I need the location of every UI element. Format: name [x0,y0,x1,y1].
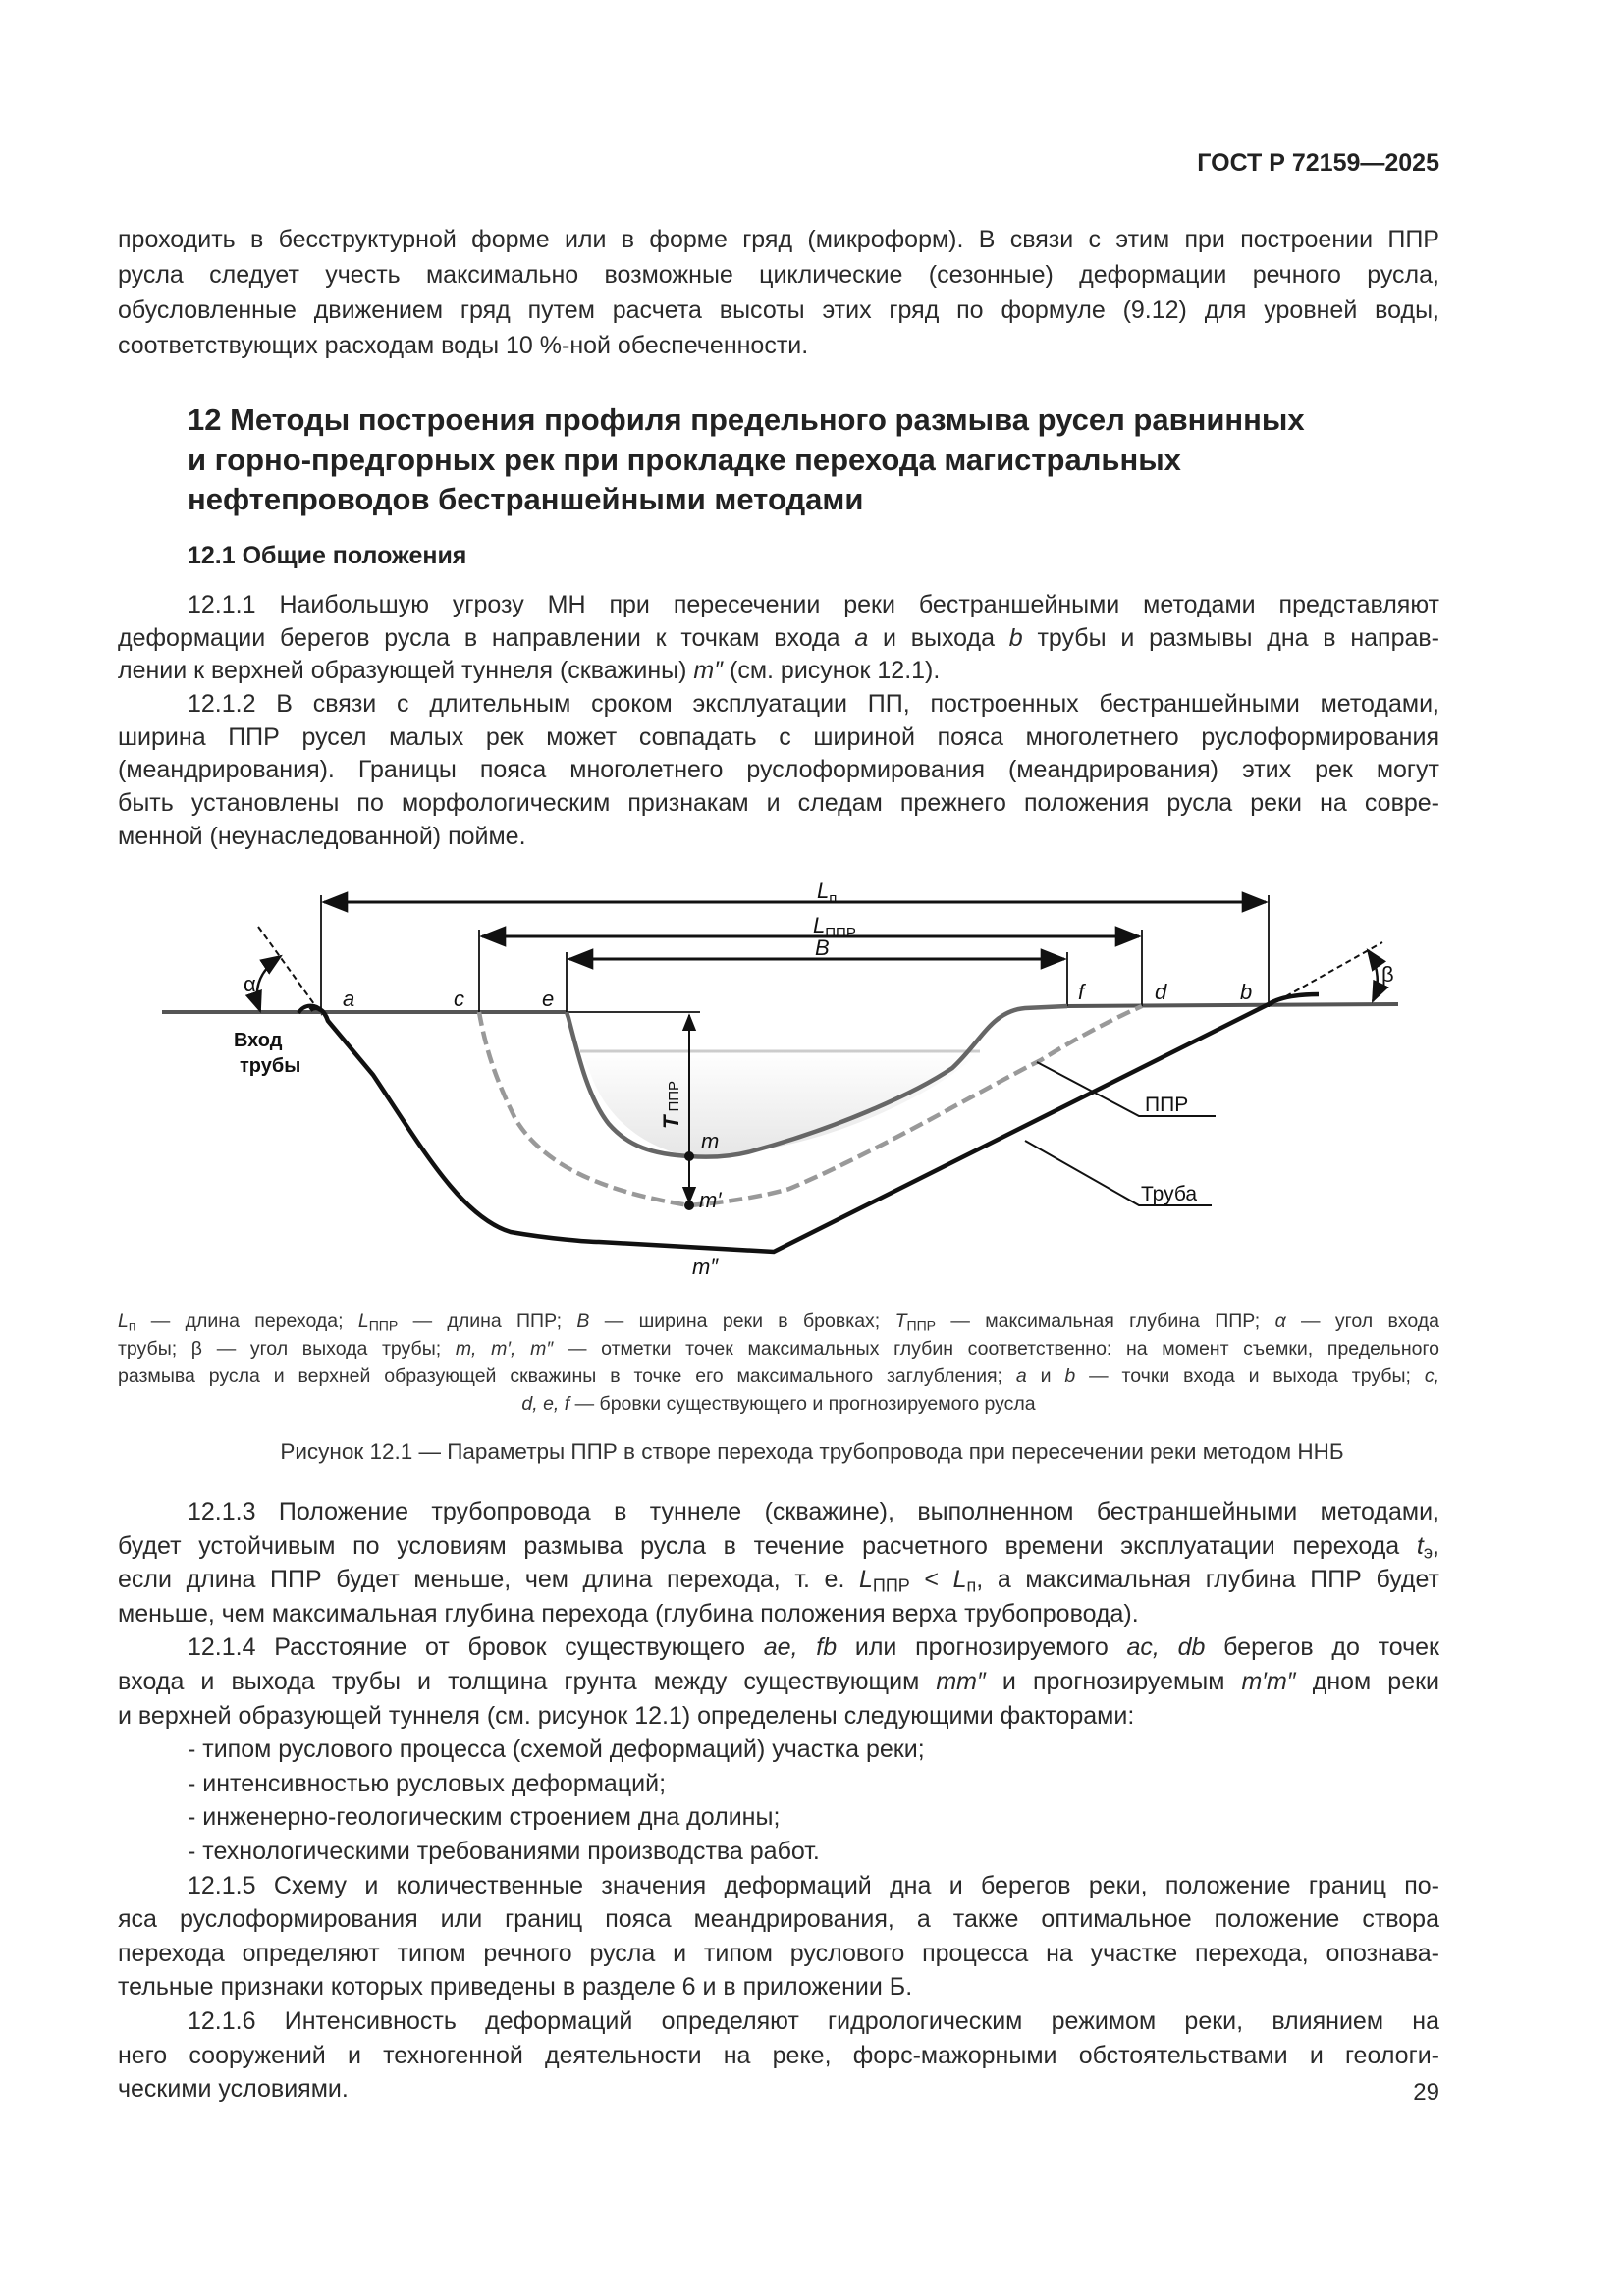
label-B: B [815,935,830,960]
label-entry-line2: трубы [240,1055,301,1077]
text-line: деформации берегов русла в направлении к точкам входа a и выхода b трубы и размывы дна в направ- [118,623,1439,652]
text-line: будет устойчивым по условиям размыва русла в течение расчетного времени эксплуатации перехода $t_э$, [118,1531,1439,1563]
text-line: лении к верхней образующей туннеля (скважины) m″ (см. рисунок 12.1). [118,657,941,685]
text-line: если длина ППР будет меньше, чем длина перехода, т. е. $L_{ППР} < L_п$, а максимальная глубина ППР будет [118,1566,1439,1596]
label-a: a [343,987,355,1011]
text-line: быть установлены по морфологическим признакам и следам прежнего положения русла реки на совре- [118,789,1439,818]
label-ppr: ППР [1145,1094,1189,1116]
text-line: менной (неунаследованной) пойме. [118,822,526,850]
text-line: меньше, чем максимальная глубина перехода (глубина положения верха трубопровода). [118,1599,1139,1628]
figure-caption: Рисунок 12.1 — Параметры ППР в створе перехода трубопровода при пересечении реки методом ННБ [280,1439,1344,1464]
text-line: 12.1.4 Расстояние от бровок существующего ae, fb или прогнозируемого ac, db берегов до точек [188,1633,1439,1662]
text-line: 12.1.1 Наибольшую угрозу МН при пересечении реки бестраншейными методами представляют [188,591,1439,618]
text-line: трубы; β — угол выхода трубы; m, m′, m″ — отметки точек максимальных глубин соответственно: на момент съемки, предельного [118,1338,1439,1360]
text-line: проходить в бесструктурной форме или в форме гряд (микроформ). В связи с этим при построении ППР [118,226,1439,253]
label-m-prime: m′ [699,1188,722,1212]
alpha-arc [257,956,281,1011]
text-line: - интенсивностью русловых деформаций; [188,1769,667,1797]
label-beta: β [1381,962,1394,987]
label-f: f [1078,980,1085,1004]
text-line: и верхней образующей туннеля (см. рисунок 12.1) определены следующими факторами: [118,1701,1135,1730]
text-line: ширина ППР русел малых рек может совпадать с шириной пояса многолетнего руслоформирования [118,722,1439,751]
paragraphs-12-1-3-to-12-1-6 [118,1495,1439,2107]
label-Lppr: $L_{ППР}$ [813,913,856,941]
label-b: b [1240,980,1253,1004]
heading-line: и горно-предгорных рек при прокладке перехода магистральных [188,442,1181,477]
text-line: 12.1.6 Интенсивность деформаций определяют гидрологическим режимом реки, влиянием на [188,2006,1439,2035]
label-Tppr: TППР [659,1080,683,1129]
label-entry-line1: Вход [234,1030,283,1051]
point-m [684,1151,694,1161]
text-line: $L_п$ — длина перехода; $L_{ППР}$ — длина ППР; B — ширина реки в бровках; $T_{ППР}$ — максимальная глубина ППР; α — угол входа [118,1310,1439,1334]
label-alpha: α [244,972,256,996]
text-line: входа и выхода трубы и толщина грунта между существующим mm″ и прогнозируемым m′m″ дном реки [118,1667,1440,1695]
page-number: 29 [1413,2079,1439,2106]
text-line: обусловленные движением гряд путем расчета высоты этих гряд по формуле (9.12) для уровней воды, [118,296,1439,324]
text-line: 12.1.5 Схему и количественные значения деформаций дна и берегов реки, положение границ по- [188,1871,1439,1899]
text-line: 12.1.2 В связи с длительным сроком эксплуатации ПП, построенных бестраншейными методами, [188,690,1439,719]
label-m: m [701,1129,720,1153]
entry-angle-dashed-line [258,927,322,1015]
figure-legend [118,1308,1439,1417]
text-line: - технологическими требованиями производства работ. [188,1837,820,1865]
heading-line: 12 Методы построения профиля предельного размыва русел равнинных [188,402,1305,437]
label-e: e [542,987,555,1011]
text-line: него сооружений и техногенной деятельности на реке, форс-мажорными обстоятельствами и геологи- [118,2041,1439,2069]
text-line: яса руслоформирования или границ пояса меандрирования, а также оптимальное положение створа [118,1905,1439,1934]
text-line: русла следует учесть максимально возможные циклические (сезонные) деформации речного русла, [118,261,1439,289]
label-pipe: Труба [1141,1183,1198,1205]
label-Ln: $L_п$ [817,879,838,907]
heading-line: нефтепроводов бестраншейными методами [188,482,864,517]
subsection-heading: 12.1 Общие положения [188,542,467,569]
text-line: соответствующих расходам воды 10 %-ной обеспеченности. [118,332,809,359]
label-d: d [1155,980,1167,1004]
text-line: (меандрирования). Границы пояса многолетнего руслоформирования (меандрирования) этих рек могут [118,756,1439,784]
text-line: тельные признаки которых приведены в разделе 6 и в приложении Б. [118,1973,913,2002]
label-m-double-prime: m″ [692,1255,719,1279]
text-line: размыва русла и верхней образующей скважины в точке его максимального заглубления; a и b — точки входа и выхода трубы; c, [118,1365,1439,1387]
document-number: ГОСТ Р 72159—2025 [1197,149,1439,177]
ground-line-right [1067,1004,1398,1006]
text-line: ческими условиями. [118,2075,349,2104]
label-c: c [454,987,464,1011]
point-m-prime [684,1201,694,1210]
beta-arc [1368,950,1378,1001]
text-line: d, e, f — бровки существующего и прогнозируемого русла [521,1393,1036,1415]
text-line: - инженерно-геологическим строением дна долины; [188,1803,781,1832]
text-line: - типом руслового процесса (схемой деформаций) участка реки; [188,1735,925,1764]
text-line: 12.1.3 Положение трубопровода в туннеле (скважине), выполненном бестраншейными методами, [188,1498,1439,1525]
text-line: перехода определяют типом речного русла и типом руслового процесса на участке перехода, опознава- [118,1939,1439,1967]
